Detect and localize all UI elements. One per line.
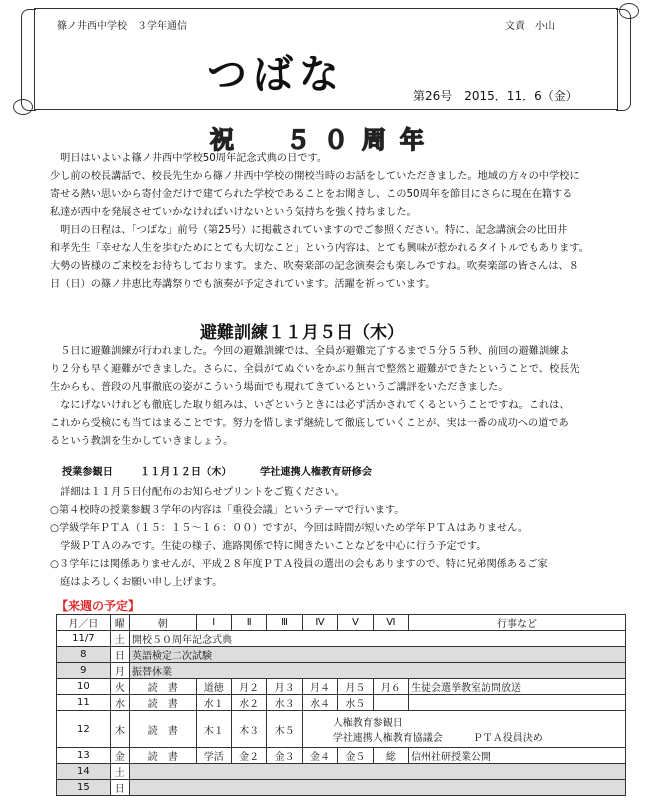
scroll-curl-bottom [13,99,33,115]
row-cell: 木１ [196,711,231,748]
header-scroll [34,8,618,110]
row-cell: 読 書 [129,679,196,695]
row-date: 14 [57,764,111,780]
intro-line: 和孝先生「幸せな人生を歩むためにとても大切なこと」という内容は、とても興味が惹かれるタイトルでもあります。 [50,243,589,254]
row-date: 13 [57,748,111,764]
row-day: 木 [110,711,129,748]
schedule-title: 【来週の予定】 [56,599,141,613]
col-header: Ⅰ [196,615,231,631]
schedule-row [57,679,626,695]
schedule-row [57,748,626,764]
col-header: 朝 [129,615,196,631]
schedule-row [57,631,626,647]
col-header: Ⅳ [302,615,337,631]
row-cell: 金２ [231,748,266,764]
row-note [129,764,625,780]
drill-section [50,343,580,451]
row-note: 開校５０周年記念式典 [129,631,625,647]
observation-line: ○学級学年ＰＴＡ（１５：１５～１６：００）ですが、今回は時間が短いため学年ＰＴＡはありません。 [50,523,529,534]
issue-info: 第26号 2015．11．6（金） [413,89,578,103]
row-day: 火 [110,679,129,695]
row-note: 信州社研授業公開 [409,748,626,764]
row-cell: 総 [373,748,408,764]
row-cell: 水５ [338,695,373,711]
intro-line: 日（日）の篠ノ井恵比寿講祭りでも演奏が予定されています。活躍を祈っています。 [50,279,436,290]
row-cell: 水４ [302,695,337,711]
schedule-table [56,614,626,796]
row-date: 10 [57,679,111,695]
row-note: 振替休業 [129,663,625,679]
row-cell: 月６ [373,679,408,695]
newsletter-title: つばな [207,51,345,98]
row-cell: 月５ [338,679,373,695]
schedule-row [57,711,626,748]
drill-line: これから受検にも当てはまることです。努力を惜しまず継続して徹底していくことが、実は一番の成功への道であ [50,418,569,429]
row-day: 土 [110,631,129,647]
row-cell: 木５ [267,711,302,748]
school-name: 篠ノ井西中学校 ３学年通信 [57,21,187,32]
drill-line: 生からも、普段の凡事徹底の姿がこういう場面でも現れてきているというご講評をいただきました。 [50,382,509,393]
observation-line: ○３学年には関係ありませんが、平成２８年度ＰＴＡ役員の選出の会もありますので、特に兄弟関係あるご家 [50,559,548,570]
observation-section [50,484,548,592]
row-cell [373,695,408,711]
intro-line: 大勢の皆様のご来校をお待ちしております。また、吹奏楽部の記念演奏会も楽しみですね。吹奏楽部の皆さんは、８ [50,261,579,272]
row-day: 水 [110,695,129,711]
row-note: 英語検定二次試験 [129,647,625,663]
row-cell: 水２ [231,695,266,711]
row-cell: 読 書 [129,695,196,711]
row-cell: 学活 [196,748,231,764]
observation-line: ○第４校時の授業参観３学年の内容は「重役会議」というテーマで行います。 [50,505,405,516]
schedule-header-row [57,615,626,631]
row-cell: 読 書 [129,748,196,764]
row-date: 15 [57,780,111,796]
observation-line: 詳細は１１月５日付配布のお知らせプリントをご覧ください。 [50,487,345,498]
schedule-row [57,780,626,796]
scroll-curl-top [619,3,639,19]
intro-line: 私達が西中を発展させていかなければいけないという気持ちを強く持ちました。 [50,207,417,218]
schedule-row [57,647,626,663]
intro-line: 明日はいよいよ篠ノ井西中学校50周年記念式典の日です。 [50,153,328,164]
observation-line: 庭はよろしくお願い申し上げます。 [50,577,223,588]
scroll-curl-right [616,9,631,111]
row-note [129,780,625,796]
row-cell: 水１ [196,695,231,711]
drill-line: り２分も早く避難ができました。さらに、全員がてぬぐいをかぶり無言で整然と避難ができたということで、校長先 [50,364,580,375]
col-header: Ⅱ [231,615,266,631]
author: 文責 小山 [505,21,555,32]
row-cell: 道徳 [196,679,231,695]
row-cell: 月２ [231,679,266,695]
scroll-curl-left [21,9,36,111]
col-header: 行事など [409,615,626,631]
row-note [409,695,626,711]
row-note-line: 学社連携人権教育協議会 ＰＴＡ役員決め [332,733,543,744]
row-date: 12 [57,711,111,748]
observation-date: １１月１２日（木） [140,467,232,478]
row-cell: 木３ [231,711,266,748]
row-day: 日 [110,647,129,663]
observation-line: 学級ＰＴＡのみです。生徒の様子、進路関係で特に聞きたいことなどを中心に行う予定です。 [50,541,487,552]
row-day: 月 [110,663,129,679]
intro-line: 少し前の校長講話で、校長先生から篠ノ井西中学校の開校当時のお話をしていただきました。地域の方々の中学校に [50,171,580,182]
row-cell: 月４ [302,679,337,695]
row-cell: 金４ [302,748,337,764]
intro-line: 明日の日程は、「つばな」前号（第25号）に掲載されていますのでご参照ください。特に、記念講演会の比田井 [50,225,568,236]
row-cell: 月３ [267,679,302,695]
row-cell: 水３ [267,695,302,711]
row-day: 金 [110,748,129,764]
row-date: 8 [57,647,111,663]
row-date: 9 [57,663,111,679]
observation-event: 学社連携人権教育研修会 [260,467,373,478]
col-header: 曜 [110,615,129,631]
row-note [302,711,625,748]
drill-line: なにげないけれども徹底した取り組みは、いざというときには必ず活かされてくるということですね。これは、 [50,400,570,411]
schedule-row [57,663,626,679]
col-header: 月／日 [57,615,111,631]
row-date: 11 [57,695,111,711]
intro-line: 寄せる熱い思いから寄付金だけで建てられた学校であることをお聞きし、この50周年を節目にさらに現在在籍する [50,189,573,200]
row-date: 11/7 [57,631,111,647]
row-cell: 金５ [338,748,373,764]
intro-section [50,150,589,294]
observation-label: 授業参観日 [62,467,113,478]
row-day: 日 [110,780,129,796]
col-header: Ⅲ [267,615,302,631]
row-cell: 読 書 [129,711,196,748]
row-cell: 金３ [267,748,302,764]
drill-line: ５日に避難訓練が行われました。今回の避難訓練では、全員が避難完了するまで５分５５秒、前回の避難訓練よ [50,346,570,357]
col-header: Ⅵ [373,615,408,631]
row-day: 土 [110,764,129,780]
col-header: Ⅴ [338,615,373,631]
drill-heading: 避難訓練１１月５日（木） [200,323,404,343]
drill-line: るという教訓を生かしていきましょう。 [50,436,234,447]
schedule-row [57,695,626,711]
row-note: 生徒会選挙教室訪問放送 [409,679,626,695]
anniversary-banner: 祝 ５０周年 [210,126,438,154]
row-note-line: 人権教育参観日 [332,718,403,729]
schedule-row [57,764,626,780]
